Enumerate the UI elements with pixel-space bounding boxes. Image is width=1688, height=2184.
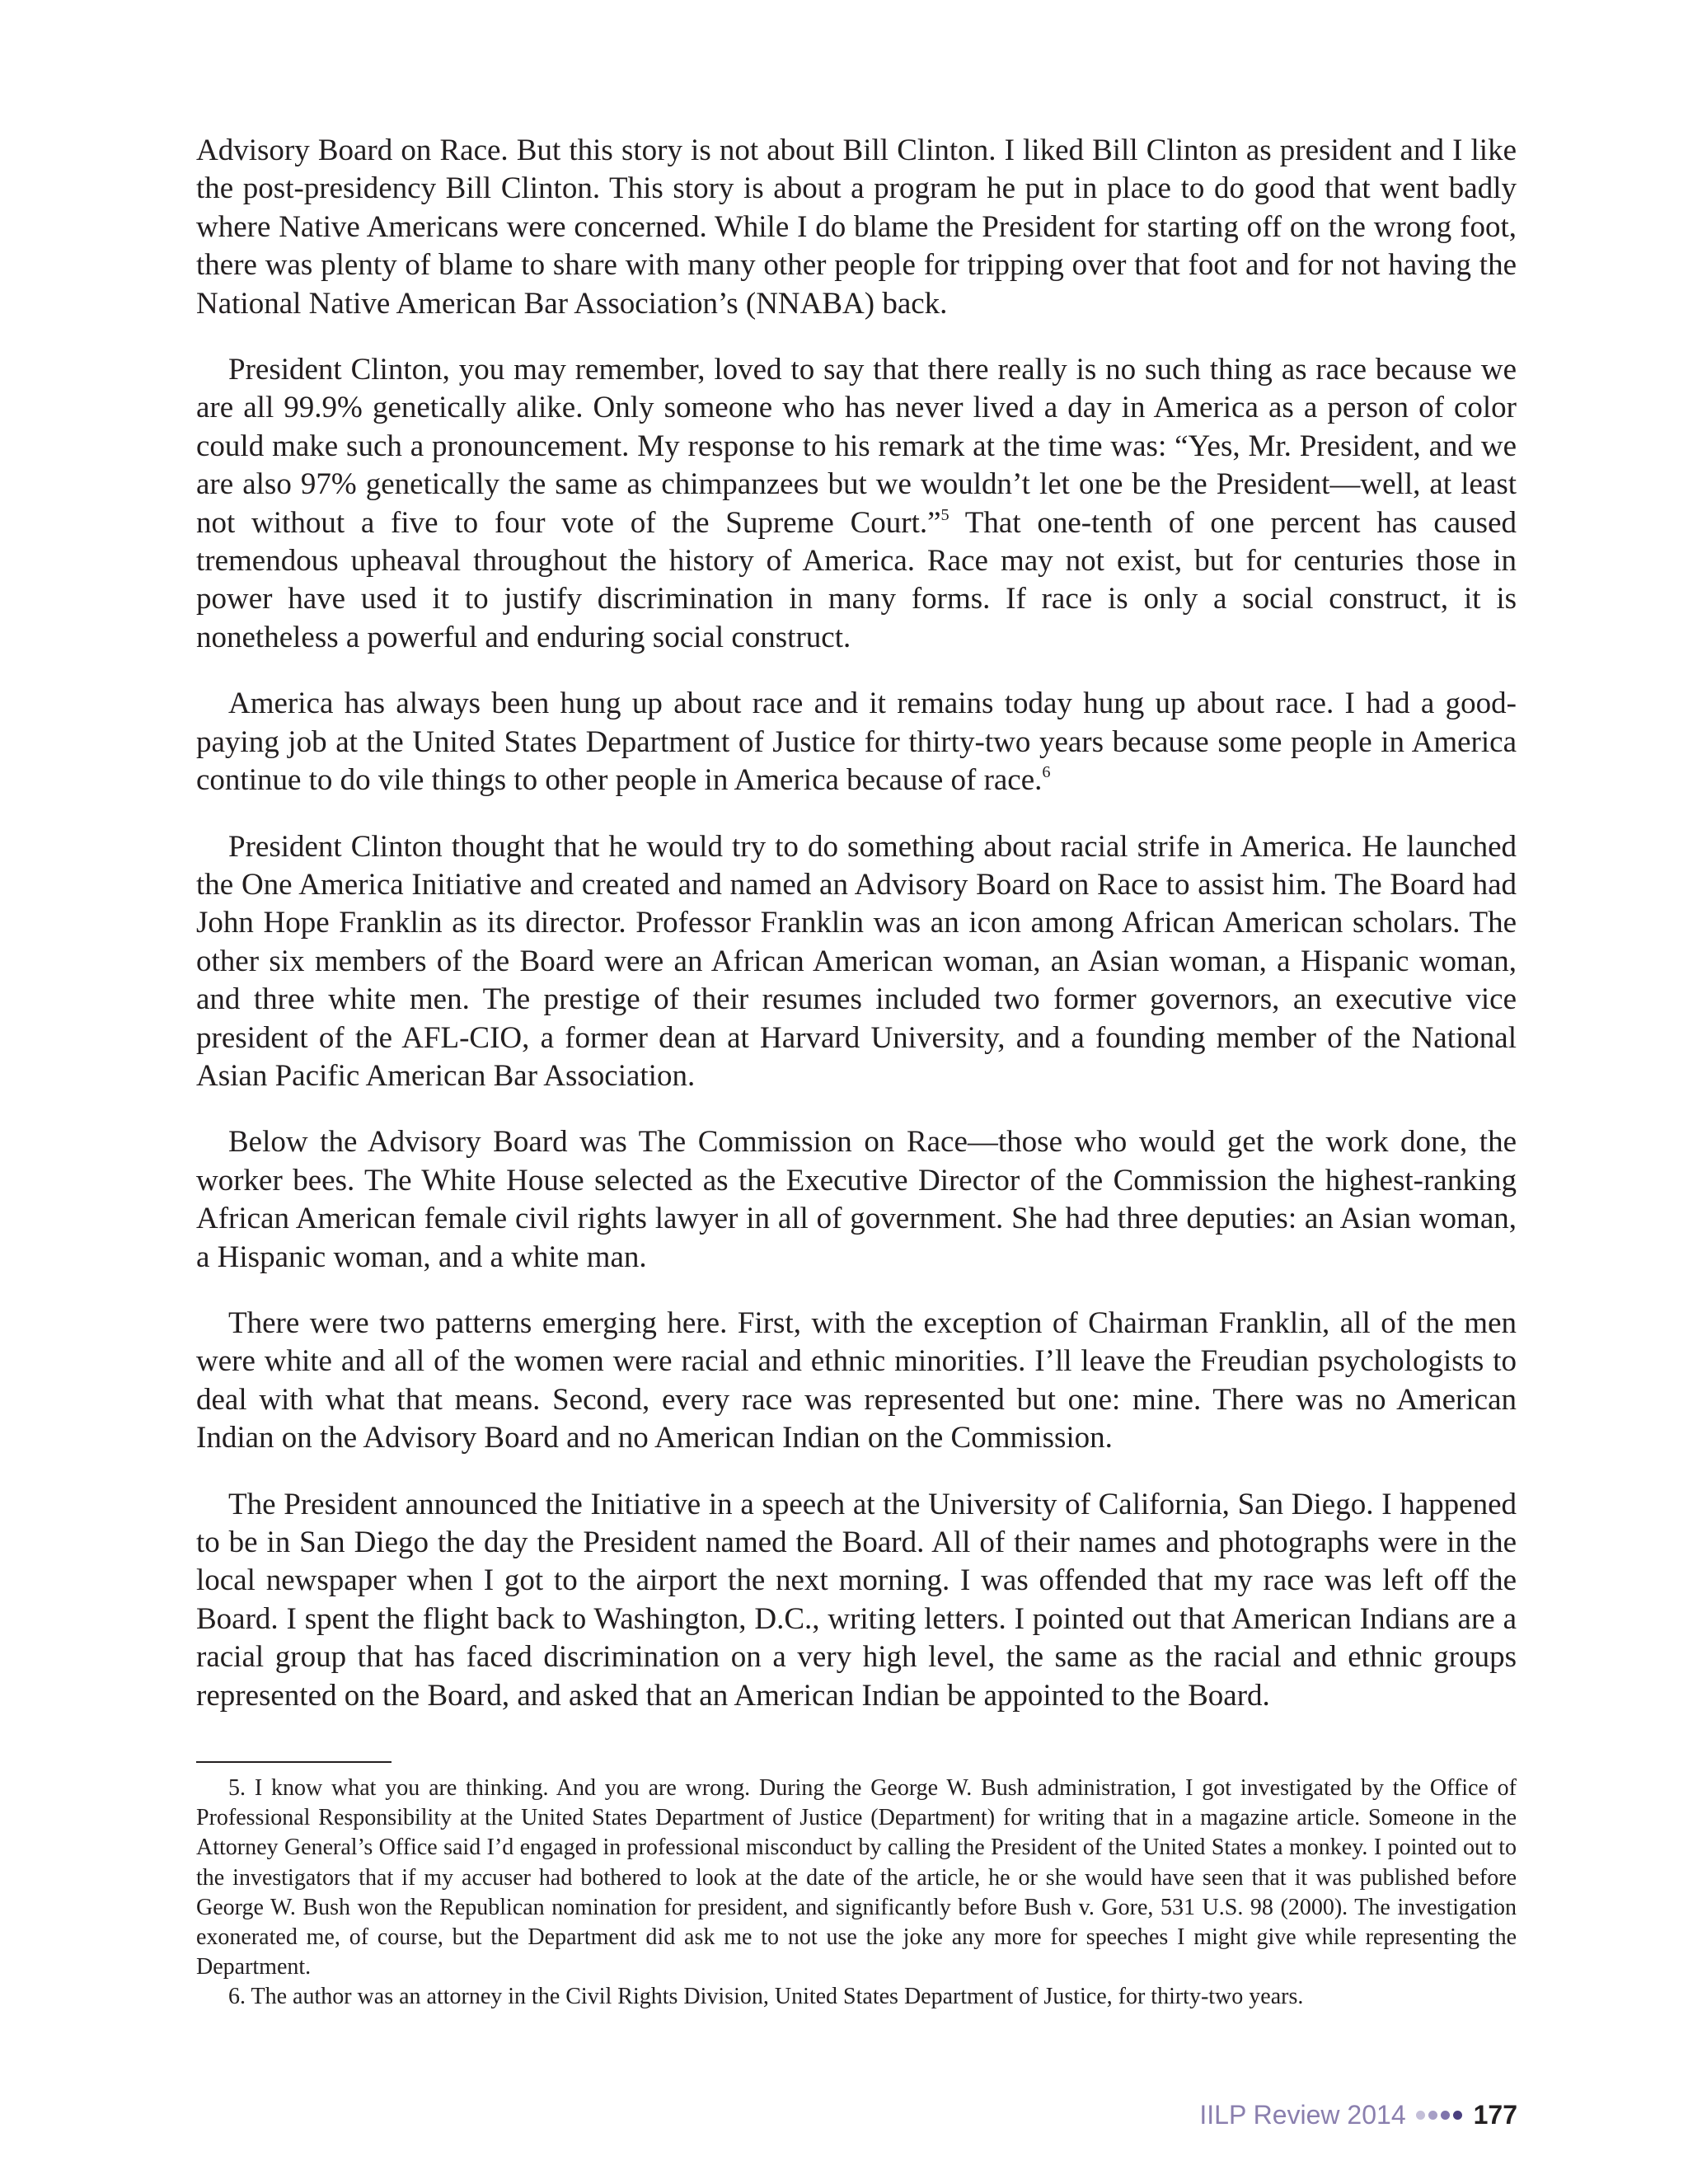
running-footer — [1199, 2100, 1517, 2130]
paragraph-2 — [196, 351, 1517, 657]
dot-icon — [1441, 2111, 1450, 2120]
paragraph-1: Advisory Board on Race. But this story is not about Bill Clinton. I liked Bill Clinton as president and I like the post-presidency Bill Clinton. This story is about a program he put in place to do good that went badly where Native Americans were concerned. While I do blame the President for starting off on the wrong foot, there was plenty of blame to share with many other people for tripping over that foot and for not having the National Native American Bar Association’s (NNABA) back. — [196, 134, 1517, 321]
paragraph-2-text: President Clinton, you may remember, loved to say that there really is no such thing as race because we are all 99.9% genetically alike. Only someone who has never lived a day in America as a person of color could make such a pronouncement. My response to his remark at the time was: “Yes, Mr. President, and we are also 97% genetically the same as chimpanzees but we wouldn’t let one be the President—well, at least not without a five to four vote of the Supreme Court.” — [196, 353, 1517, 540]
dot-icon — [1416, 2111, 1425, 2120]
footer-dots-icon — [1416, 2111, 1465, 2120]
footnote-ref-6[interactable]: 6 — [1042, 762, 1051, 781]
paragraph-2-text-cont: That one-tenth of one percent has caused tremendous upheaval throughout the history of America. Race may not exist, but for centuries those in power have used it to justify discrimination in many forms. If race is only a social construct, it is nonetheless a powerful and enduring social construct. — [196, 505, 1517, 654]
body-text — [196, 132, 1517, 1743]
journal-title: IILP Review 2014 — [1199, 2100, 1406, 2130]
paragraph-6: There were two patterns emerging here. First, with the exception of Chairman Franklin, all of the men were white and all of the women were racial and ethnic minorities. I’ll leave the Freudian psychologists to deal with what that means. Second, every race was represented but one: mine. There was no American Indian on the Advisory Board and no American Indian on the Commission. — [196, 1305, 1517, 1455]
paragraph-5: Below the Advisory Board was The Commission on Race—those who would get the work done, the worker bees. The White House selected as the Executive Director of the Commission the highest-ranking African American female civil rights lawyer in all of government. She had three deputies: an Asian woman, a Hispanic woman, and a white man. — [196, 1125, 1517, 1274]
paragraph-7: The President announced the Initiative in a speech at the University of California, San Diego. I happened to be in San Diego the day the President named the Board. All of their names and photographs were in the local newspaper when I got to the airport the next morning. I was offended that my race was left off the Board. I spent the flight back to Washington, D.C., writing letters. I pointed out that American Indians are a racial group that has faced discrimination on a very high level, the same as the racial and ethnic groups represented on the Board, and asked that an American Indian be appointed to the Board. — [196, 1487, 1517, 1713]
footnote-ref-5[interactable]: 5 — [940, 505, 950, 524]
footnotes — [196, 1774, 1517, 2013]
page-number: 177 — [1473, 2100, 1517, 2130]
footnote-5: 5. I know what you are thinking. And you are wrong. During the George W. Bush administration, I got investigated by the Office of Professional Responsibility at the United States Department of Justice (Department) for writing that in a magazine article. Someone in the Attorney General’s Office said I’d engaged in professional misconduct by calling the President of the United States a monkey. I pointed out to the investigators that if my accuser had bothered to look at the date of the article, he or she would have seen that it was published before George W. Bush won the Republican nomination for president, and significantly before Bush v. Gore, 531 U.S. 98 (2000). The investigation exonerated me, of course, but the Department did ask me to not use the joke any more for speeches I might give while representing the Department. — [196, 1775, 1517, 1980]
dot-icon — [1428, 2111, 1437, 2120]
paragraph-3-text: America has always been hung up about race and it remains today hung up about race. I had a good-paying job at the United States Department of Justice for thirty-two years because some people in America continue to do vile things to other people in America because of race. — [196, 687, 1517, 798]
dot-icon — [1453, 2111, 1462, 2120]
footnote-6: 6. The author was an attorney in the Civil Rights Division, United States Department of Justice, for thirty-two years. — [228, 1984, 1304, 2010]
paragraph-3 — [196, 685, 1517, 799]
footnote-divider — [196, 1761, 392, 1763]
paragraph-4: President Clinton thought that he would try to do something about racial strife in America. He launched the One America Initiative and created and named an Advisory Board on Race to assist him. The Board had John Hope Franklin as its director. Professor Franklin was an icon among African American scholars. The other six members of the Board were an African American woman, an Asian woman, a Hispanic woman, and three white men. The prestige of their resumes included two former governors, an executive vice president of the AFL-CIO, a former dean at Harvard University, and a founding member of the National Asian Pacific American Bar Association. — [196, 829, 1517, 1093]
